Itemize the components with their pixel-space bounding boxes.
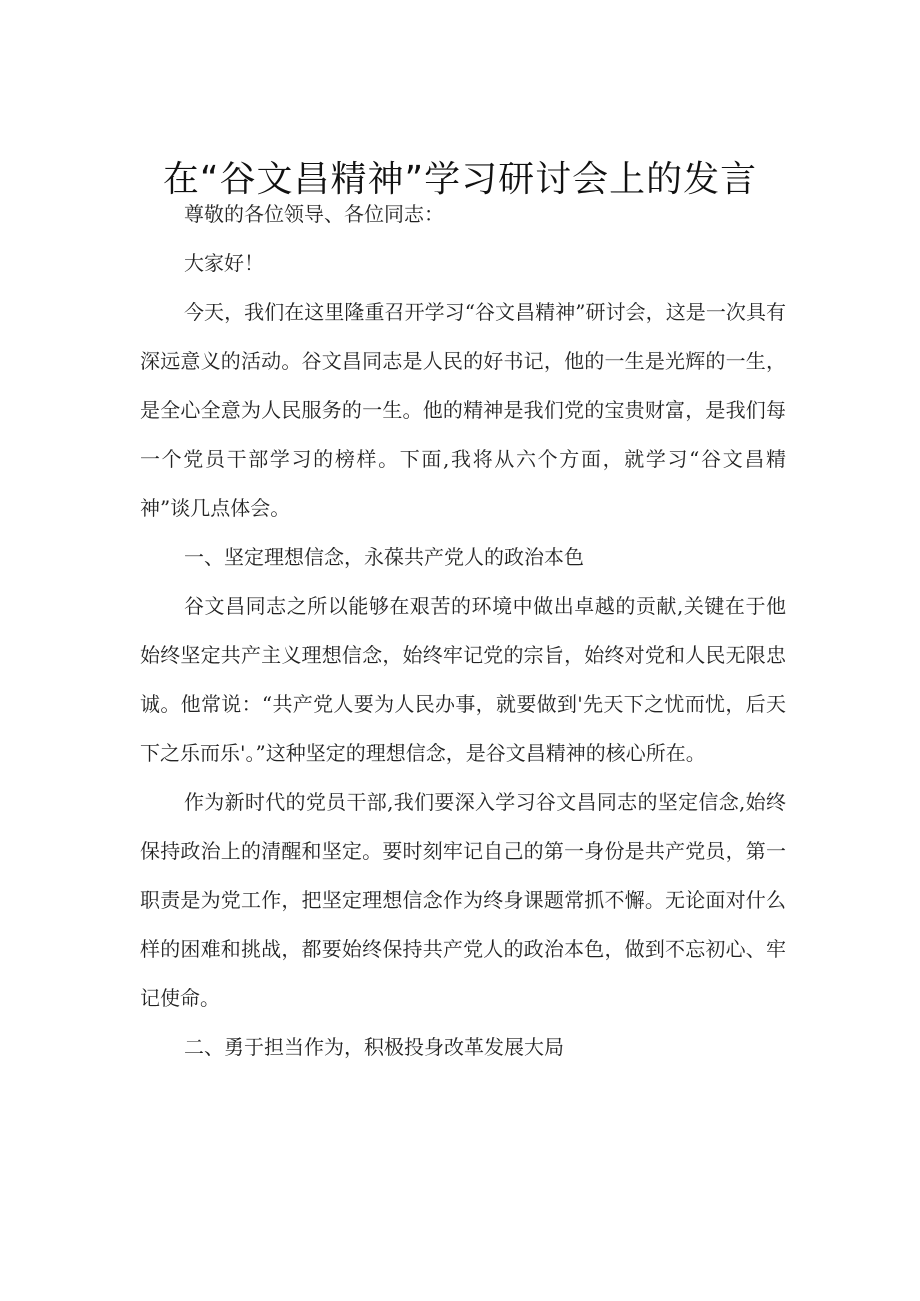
- section-heading-1: 一、坚定理想信念，永葆共产党人的政治本色: [184, 545, 584, 569]
- document-body: [140, 190, 786, 1072]
- intro-paragraph: 今天，我们在这里隆重召开学习“谷文昌精神”研讨会，这是一次具有深远意义的活动。谷文昌同志是人民的好书记，他的一生是光辉的一生，是全心全意为人民服务的一生。他的精神是我们党的宝贵财富，是我们每一个党员干部学习的榜样。下面,我将从六个方面，就学习“谷文昌精神”谈几点体会。: [140, 300, 786, 520]
- section-heading-2: 二、勇于担当作为，积极投身改革发展大局: [184, 1035, 564, 1059]
- greeting: 大家好！: [184, 251, 264, 275]
- section-1-paragraph-1: 谷文昌同志之所以能够在艰苦的环境中做出卓越的贡献,关键在于他始终坚定共产主义理想信念，始终牢记党的宗旨，始终对党和人民无限忠诚。他常说：“共产党人要为人民办事，就要做到'先天下之忧而忧，后天下之乐而乐'。”这种坚定的理想信念，是谷文昌精神的核心所在。: [140, 594, 786, 765]
- document-title: 在“谷文昌精神”学习研讨会上的发言: [162, 159, 758, 200]
- section-1-paragraph-2: 作为新时代的党员干部,我们要深入学习谷文昌同志的坚定信念,始终保持政治上的清醒和坚定。要时刻牢记自己的第一身份是共产党员，第一职责是为党工作，把坚定理想信念作为终身课题常抓不懈。无论面对什么样的困难和挑战，都要始终保持共产党人的政治本色，做到不忘初心、牢记使命。: [140, 790, 786, 1010]
- salutation: 尊敬的各位领导、各位同志：: [184, 202, 444, 226]
